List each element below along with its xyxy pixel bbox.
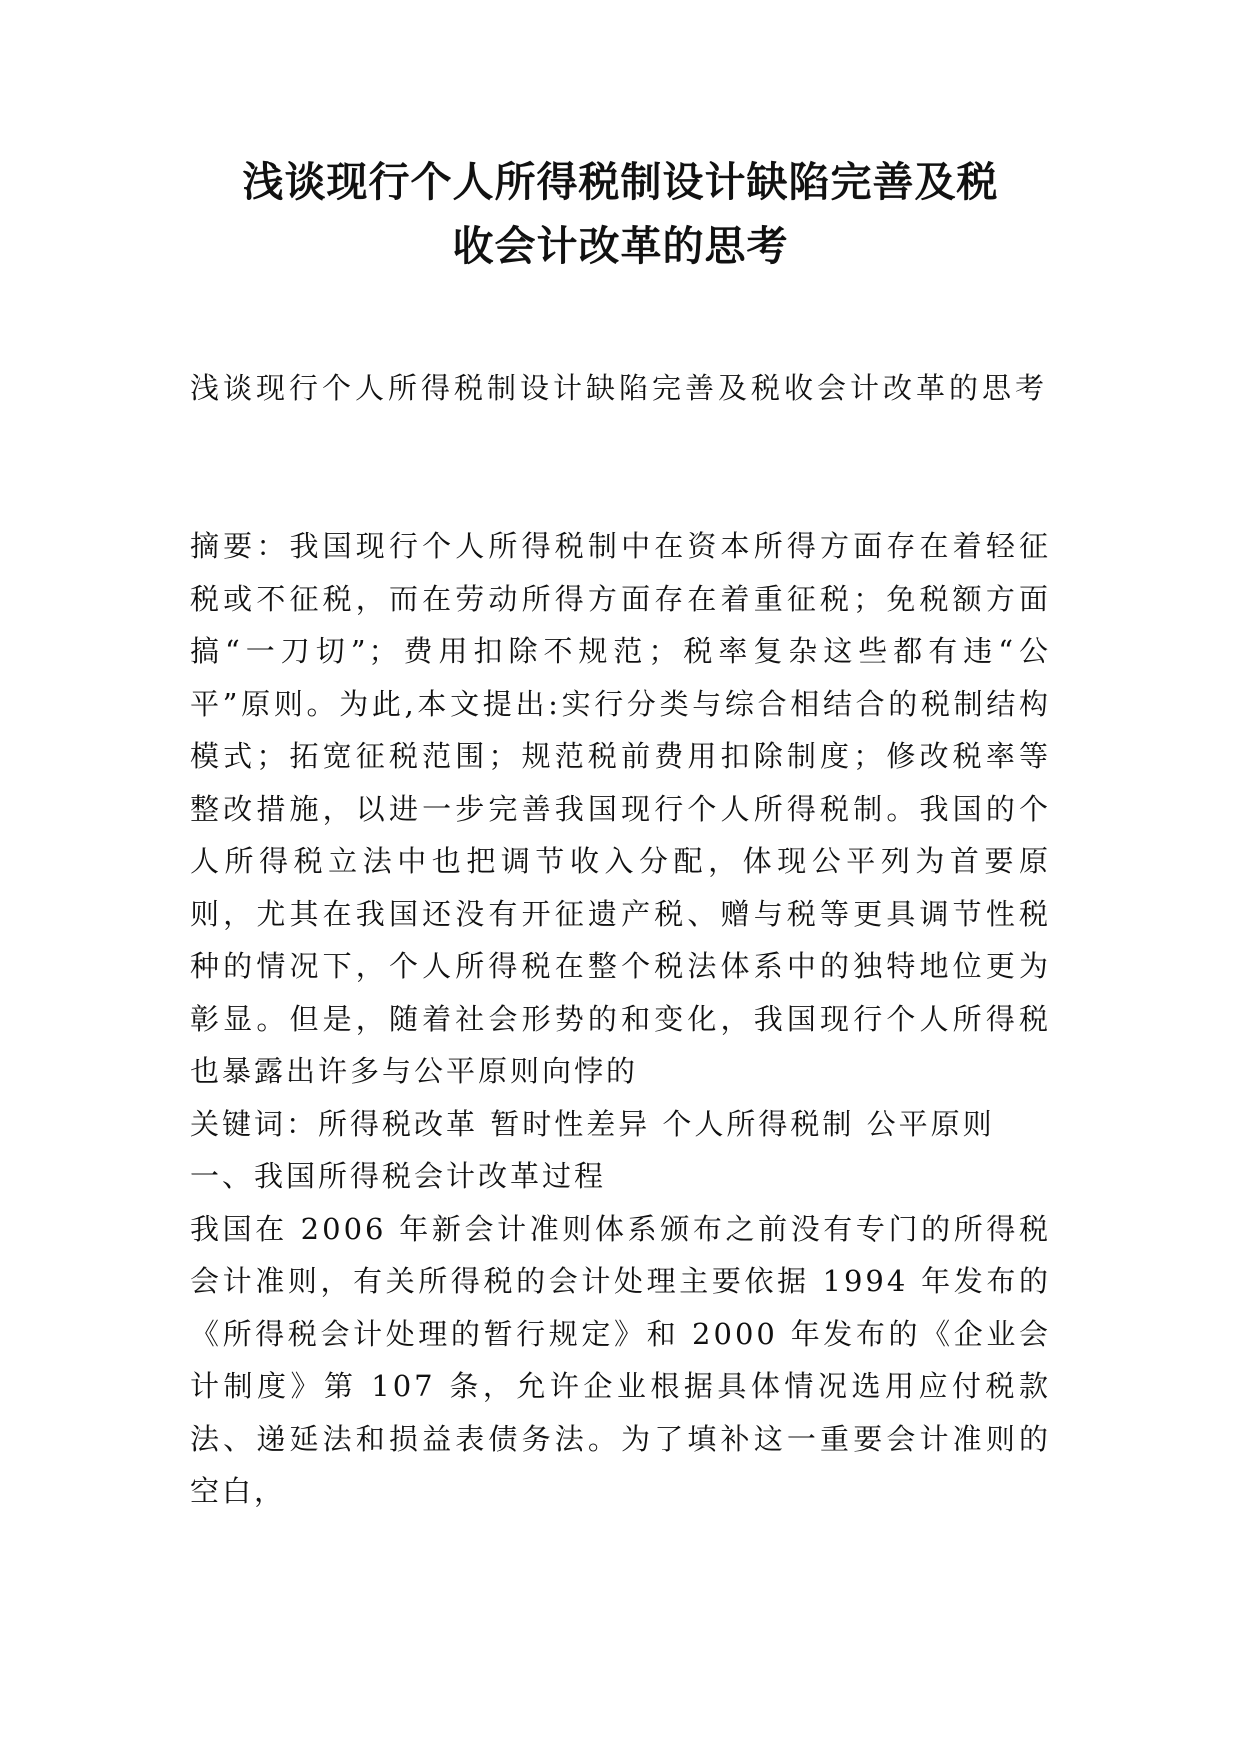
document-body (190, 520, 1051, 1518)
document-subtitle: 浅谈现行个人所得税制设计缺陷完善及税收会计改革的思考 (190, 371, 1049, 405)
title-line-2: 收会计改革的思考 (452, 222, 789, 270)
abstract-paragraph: 摘要：我国现行个人所得税制中在资本所得方面存在着轻征税或不征税，而在劳动所得方面存在着重征税；免税额方面搞“一刀切”；费用扣除不规范；税率复杂这些都有违“公平”原则。为此,本文提出:实行分类与综合相结合的税制结构模式；拓宽征税范围；规范税前费用扣除制度；修改税率等整改措施，以进一步完善我国现行个人所得税制。我国的个人所得税立法中也把调节收入分配，体现公平列为首要原则，尤其在我国还没有开征遗产税、赠与税等更具调节性税种的情况下，个人所得税在整个税法体系中的独特地位更为彰显。但是，随着社会形势的和变化，我国现行个人所得税也暴露出许多与公平原则向悖的 (190, 529, 1051, 1088)
section-heading: 一、我国所得税会计改革过程 (190, 1159, 607, 1193)
title-line-1: 浅谈现行个人所得税制设计缺陷完善及税 (242, 158, 999, 206)
keywords-line: 关键词：所得税改革 暂时性差异 个人所得税制 公平原则 (190, 1106, 995, 1141)
document-title (190, 150, 1051, 278)
section-paragraph: 我国在 2006 年新会计准则体系颁布之前没有专门的所得税会计准则，有关所得税的会计处理主要依据 1994 年发布的《所得税会计处理的暂行规定》和 2000 年发布的《企业会计制度》第 107 条，允许企业根据具体情况选用应付税款法、递延法和损益表债务法。为了填补这一重要会计准则的空白， (190, 1211, 1051, 1508)
